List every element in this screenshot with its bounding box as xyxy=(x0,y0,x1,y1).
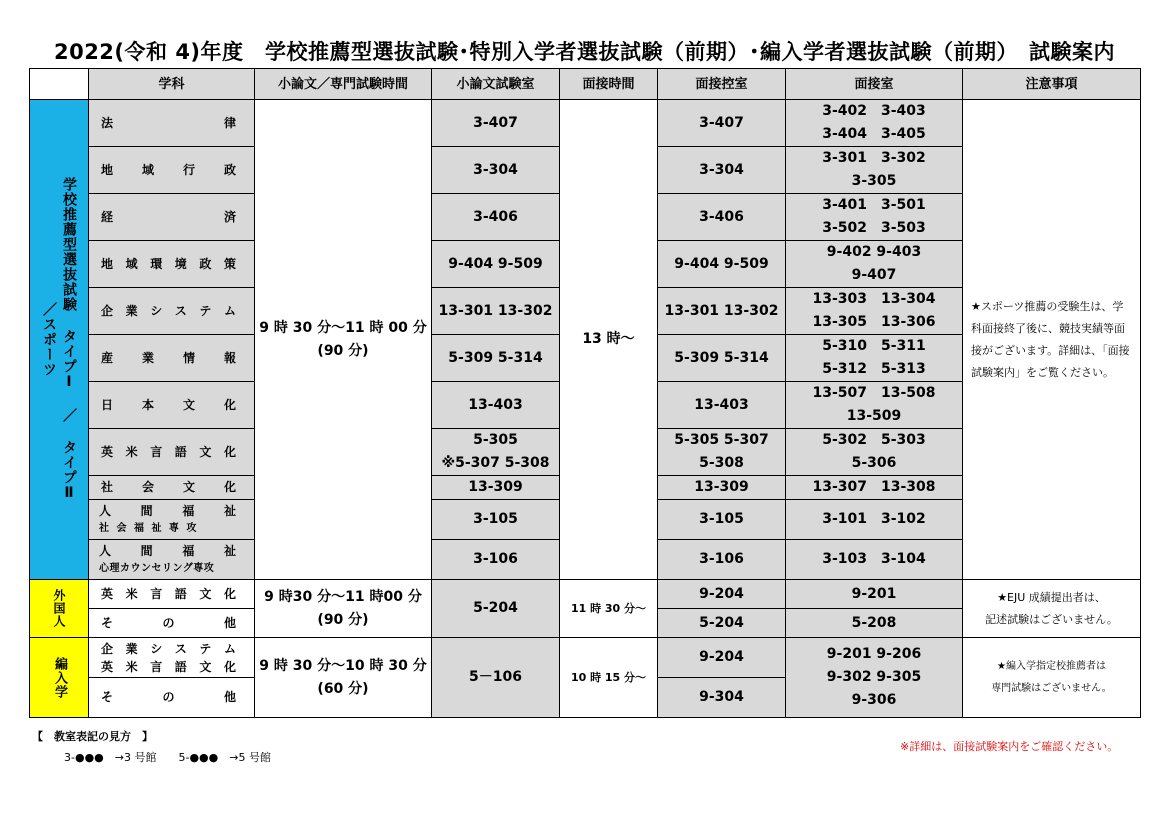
header-interview-room: 面接室 xyxy=(786,69,963,100)
dept-char: 経 xyxy=(101,209,114,224)
dept-char: 語 xyxy=(174,444,187,459)
page-title: 2022(令和 4)年度 学校推薦型選抜試験･特別入学者選抜試験（前期）･編入学者選抜試験（前期） 試験案内 xyxy=(53,40,1116,64)
dept-char: 行 xyxy=(182,162,195,177)
interview-room-cell xyxy=(786,429,963,476)
dept-char: 他 xyxy=(223,615,236,630)
dept-char: 政 xyxy=(223,162,236,177)
transfer-row xyxy=(30,638,1141,678)
header-notes: 注意事項 xyxy=(963,69,1141,100)
header-interview-time: 面接時間 xyxy=(560,69,658,100)
dept-char: 社 xyxy=(101,480,114,494)
dept-char: ス xyxy=(174,641,187,656)
dept-major: 心理カウンセリング専攻 xyxy=(99,562,215,574)
department-cell xyxy=(89,100,255,147)
cell-line: 3-101 3-102 xyxy=(822,511,926,527)
department-cell xyxy=(89,500,255,540)
transfer-essay-room: 5－106 xyxy=(432,638,560,718)
footer-notice: ※詳細は、面接試験案内をご確認ください。 xyxy=(900,740,1119,753)
dept-char: 企 xyxy=(101,303,114,318)
dept-char: 化 xyxy=(223,397,236,412)
interview-room-cell xyxy=(786,540,963,580)
dept-char: 業 xyxy=(141,350,154,365)
department-cell xyxy=(89,476,255,500)
essay-room-cell: 13-309 xyxy=(432,476,560,500)
waiting-room-cell: 5-309 5-314 xyxy=(658,335,786,382)
dept-char: 他 xyxy=(223,690,236,704)
cell-line: 3-402 3-403 xyxy=(822,103,926,119)
cell-line: 3-305 xyxy=(851,173,897,189)
cell-line: 3-502 3-503 xyxy=(822,220,926,236)
essay-room-cell: 3-407 xyxy=(432,100,560,147)
essay-room-cell: 13-403 xyxy=(432,382,560,429)
dept-char: 言 xyxy=(150,444,163,459)
dept-char: 業 xyxy=(125,641,138,656)
dept-char: シ xyxy=(150,303,163,318)
waiting-room-cell: 9-204 xyxy=(658,580,786,609)
cell-line: 5-310 5-311 xyxy=(822,338,926,354)
interview-room-cell xyxy=(786,476,963,500)
department-cell xyxy=(89,638,255,678)
dept-char: 情 xyxy=(182,350,195,365)
waiting-room-cell: 3-407 xyxy=(658,100,786,147)
dept-char: 企 xyxy=(101,641,114,656)
dept-char: シ xyxy=(150,641,163,656)
group-recommend xyxy=(30,100,89,580)
group-transfer xyxy=(30,638,89,718)
dept-char: 米 xyxy=(125,586,138,601)
foreign-note: ★EJU 成績提出者は、 記述試験はございません。 xyxy=(963,580,1141,638)
dept-char: 文 xyxy=(182,397,195,412)
cell-line: 9-306 xyxy=(851,692,897,708)
cell-line: 13-507 13-508 xyxy=(812,385,936,401)
dept-char: 政 xyxy=(199,256,212,271)
interview-room-cell xyxy=(786,335,963,382)
dept-char: 業 xyxy=(125,303,138,318)
dept-char: 文 xyxy=(199,444,212,459)
department-cell xyxy=(89,540,255,580)
waiting-room-cell: 3-105 xyxy=(658,500,786,540)
dept-char: 律 xyxy=(223,115,236,130)
dept-char: 語 xyxy=(174,659,187,674)
cell-line: 9-201 9-206 xyxy=(826,646,922,662)
department-cell xyxy=(89,147,255,194)
dept-char: 語 xyxy=(174,586,187,601)
cell-line: 5-305 5-307 xyxy=(674,432,769,448)
cell-line: 13-305 13-306 xyxy=(812,314,936,330)
essay-room-cell: 3-105 xyxy=(432,500,560,540)
waiting-room-cell: 5-204 xyxy=(658,609,786,638)
dept-char: 祉 xyxy=(223,503,236,518)
department-cell xyxy=(89,382,255,429)
legend-line: 3-●●● →3 号館 5-●●● →5 号館 xyxy=(64,751,271,764)
header-waiting-room: 面接控室 xyxy=(658,69,786,100)
dept-char: 人 xyxy=(99,503,112,518)
recommend-interview-time: 13 時～ xyxy=(560,100,658,580)
dept-char: ム xyxy=(223,641,236,656)
cell-line: 5-306 xyxy=(851,455,897,471)
interview-room-cell: 9-201 xyxy=(786,580,963,609)
essay-room-cell: 3-106 xyxy=(432,540,560,580)
dept-char: 域 xyxy=(141,162,154,177)
group-foreign xyxy=(30,580,89,638)
dept-char: 間 xyxy=(140,543,153,558)
waiting-room-cell: 9-204 xyxy=(658,638,786,678)
dept-char: 化 xyxy=(223,444,236,459)
cell-line: 5-302 5-303 xyxy=(822,432,926,448)
interview-room-cell: 5-208 xyxy=(786,609,963,638)
dept-char: 文 xyxy=(182,480,195,494)
header-essay-room: 小論文試験室 xyxy=(432,69,560,100)
interview-room-cell xyxy=(786,100,963,147)
waiting-room-cell: 3-106 xyxy=(658,540,786,580)
cell-line: 13-303 13-304 xyxy=(812,291,936,307)
dept-char: 環 xyxy=(150,256,163,271)
dept-char: 英 xyxy=(101,444,114,459)
dept-char: 境 xyxy=(174,256,187,271)
group-transfer-label: 編入学 xyxy=(52,656,67,699)
dept-char: 文 xyxy=(199,586,212,601)
waiting-room-cell: 13-309 xyxy=(658,476,786,500)
waiting-room-cell xyxy=(658,429,786,476)
dept-char: 化 xyxy=(223,659,236,674)
dept-char: 法 xyxy=(101,115,114,130)
interview-room-cell xyxy=(786,194,963,241)
cell-line: 9-402 9-403 xyxy=(826,244,922,260)
essay-room-cell xyxy=(432,429,560,476)
exam-schedule-table xyxy=(29,68,1141,718)
dept-char: 域 xyxy=(125,256,138,271)
cell-line: 3-401 3-501 xyxy=(822,197,926,213)
dept-char: 地 xyxy=(101,162,114,177)
waiting-room-cell: 3-406 xyxy=(658,194,786,241)
interview-room-cell xyxy=(786,500,963,540)
department-cell xyxy=(89,609,255,638)
dept-char: 産 xyxy=(101,350,114,365)
cell-line: 9-302 9-305 xyxy=(826,669,922,685)
cell-line: 3-301 3-302 xyxy=(822,150,926,166)
dept-char: そ xyxy=(101,690,114,704)
dept-char: 福 xyxy=(182,503,195,518)
transfer-note: ★編入学指定校推薦者は 専門試験はございません。 xyxy=(963,638,1141,718)
essay-room-cell: 5-309 5-314 xyxy=(432,335,560,382)
recommend-row xyxy=(30,100,1141,147)
header-blank xyxy=(30,69,89,100)
cell-line: 5-312 5-313 xyxy=(822,361,926,377)
dept-char: テ xyxy=(199,641,212,656)
dept-char: 会 xyxy=(141,480,154,494)
waiting-room-cell: 9-304 xyxy=(658,678,786,718)
dept-char: 祉 xyxy=(223,543,236,558)
foreign-row xyxy=(30,580,1141,609)
header-row xyxy=(30,69,1141,100)
cell-line: 9-407 xyxy=(851,267,897,283)
department-cell xyxy=(89,429,255,476)
dept-char: 済 xyxy=(223,209,236,224)
department-cell xyxy=(89,194,255,241)
dept-char: 英 xyxy=(101,586,114,601)
dept-char: ス xyxy=(174,303,187,318)
cell-line: 3-404 3-405 xyxy=(822,126,926,142)
cell-line: 13-307 13-308 xyxy=(812,479,936,495)
dept-char: 化 xyxy=(223,480,236,494)
dept-char: 日 xyxy=(101,397,114,412)
waiting-room-cell: 9-404 9-509 xyxy=(658,241,786,288)
foreign-essay-time: 9 時30 分～11 時00 分 (90 分) xyxy=(255,580,432,638)
dept-char: 米 xyxy=(125,659,138,674)
waiting-room-cell: 13-301 13-302 xyxy=(658,288,786,335)
dept-char: 地 xyxy=(101,256,114,271)
waiting-room-cell: 13-403 xyxy=(658,382,786,429)
dept-char: 言 xyxy=(150,586,163,601)
dept-char: テ xyxy=(199,303,212,318)
dept-char: 間 xyxy=(140,503,153,518)
waiting-room-cell: 3-304 xyxy=(658,147,786,194)
header-essay-time: 小論文／専門試験時間 xyxy=(255,69,432,100)
dept-char: 本 xyxy=(141,397,154,412)
essay-room-cell: 9-404 9-509 xyxy=(432,241,560,288)
dept-char: そ xyxy=(101,615,114,630)
dept-char: 言 xyxy=(150,659,163,674)
transfer-essay-time: 9 時 30 分～10 時 30 分 (60 分) xyxy=(255,638,432,718)
interview-room-cell xyxy=(786,288,963,335)
department-cell xyxy=(89,678,255,718)
dept-char: の xyxy=(162,690,175,704)
dept-char: 策 xyxy=(223,256,236,271)
essay-room-cell: 3-406 xyxy=(432,194,560,241)
legend-title: 【 教室表記の見方 】 xyxy=(32,730,153,743)
dept-char: 文 xyxy=(199,659,212,674)
group-recommend-label: 学校推薦型選抜試験 タイプⅠ ／ タイプⅡ ／スポーツ xyxy=(41,177,77,502)
dept-char: の xyxy=(162,615,175,630)
dept-char: 人 xyxy=(99,543,112,558)
cell-line: 5-305 xyxy=(473,432,518,448)
dept-char: 化 xyxy=(223,586,236,601)
dept-char: ム xyxy=(223,303,236,318)
foreign-interview-time: 11 時 30 分～ xyxy=(560,580,658,638)
cell-line: 13-509 xyxy=(846,408,902,424)
transfer-interview-room xyxy=(786,638,963,718)
cell-line: 5-308 xyxy=(699,455,744,471)
department-cell xyxy=(89,288,255,335)
interview-room-cell xyxy=(786,147,963,194)
interview-room-cell xyxy=(786,382,963,429)
dept-char: 英 xyxy=(101,659,114,674)
recommend-essay-time: 9 時 30 分～11 時 00 分 (90 分) xyxy=(255,100,432,580)
foreign-essay-room: 5-204 xyxy=(432,580,560,638)
cell-line: ※5-307 5-308 xyxy=(441,455,550,471)
dept-major: 社 会 福 祉 専 攻 xyxy=(99,522,199,534)
essay-room-cell: 13-301 13-302 xyxy=(432,288,560,335)
cell-line: 3-103 3-104 xyxy=(822,551,926,567)
dept-char: 福 xyxy=(182,543,195,558)
department-cell xyxy=(89,335,255,382)
department-cell xyxy=(89,580,255,609)
interview-room-cell xyxy=(786,241,963,288)
essay-room-cell: 3-304 xyxy=(432,147,560,194)
dept-char: 報 xyxy=(223,350,236,365)
dept-char: 米 xyxy=(125,444,138,459)
transfer-interview-time: 10 時 15 分～ xyxy=(560,638,658,718)
department-cell xyxy=(89,241,255,288)
group-foreign-label: 外国人 xyxy=(52,589,66,628)
header-department: 学科 xyxy=(89,69,255,100)
recommend-note: ★スポーツ推薦の受験生は、学科面接終了後に、競技実績等面接がございます。詳細は、「面接試験案内」をご覧ください。 xyxy=(963,100,1141,580)
